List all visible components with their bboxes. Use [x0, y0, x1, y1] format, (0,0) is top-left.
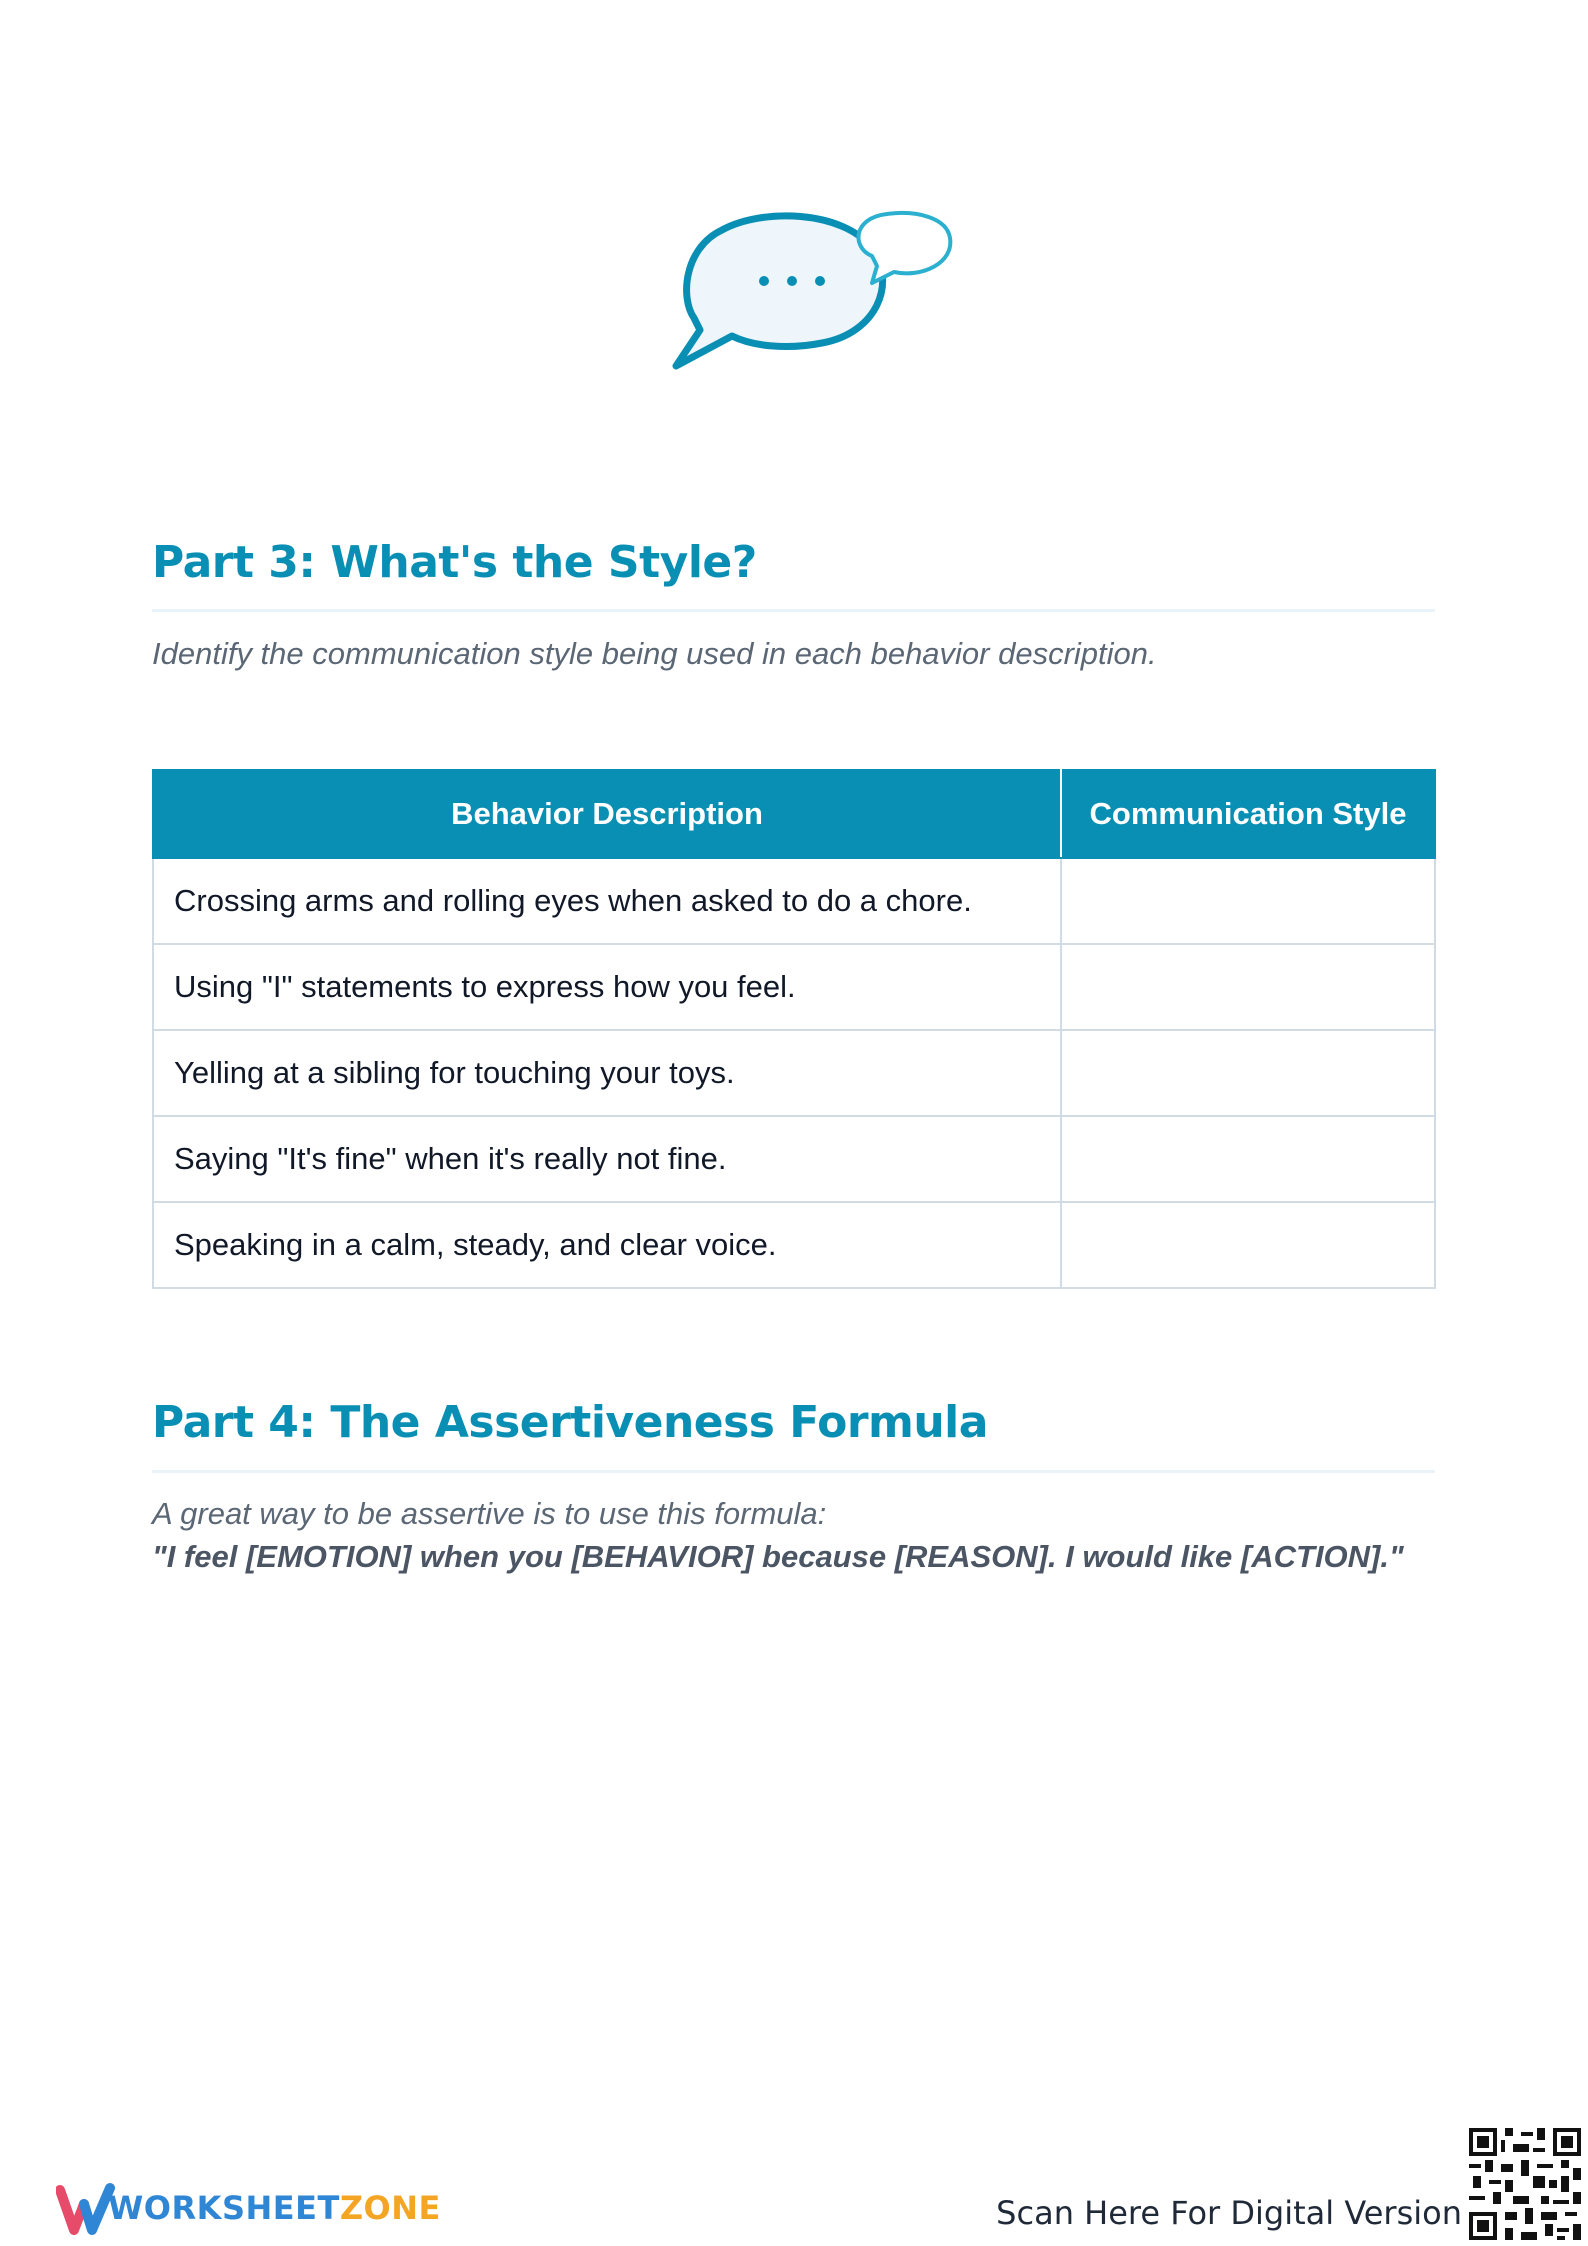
style-answer-cell[interactable] [1061, 858, 1435, 944]
part3-title: Part 3: What's the Style? [152, 537, 757, 588]
part3-instruction: Identify the communication style being used in each behavior description. [152, 636, 1157, 671]
scan-instruction: Scan Here For Digital Version [996, 2194, 1462, 2232]
style-table [152, 769, 1436, 1289]
behavior-cell: Yelling at a sibling for touching your toys. [153, 1030, 1061, 1116]
part4-title: Part 4: The Assertiveness Formula [152, 1397, 988, 1448]
behavior-cell: Crossing arms and rolling eyes when asked to do a chore. [153, 858, 1061, 944]
part4-intro: A great way to be assertive is to use this formula: [152, 1496, 827, 1531]
table-row [153, 1116, 1435, 1202]
part3-divider [152, 609, 1435, 612]
table-header-row [153, 770, 1435, 858]
table-row [153, 944, 1435, 1030]
worksheetzone-logo-icon [56, 2180, 116, 2238]
brand-name-part1: WORKSHEET [108, 2189, 340, 2227]
table-row [153, 1202, 1435, 1288]
style-answer-cell[interactable] [1061, 1030, 1435, 1116]
style-answer-cell[interactable] [1061, 1202, 1435, 1288]
behavior-cell: Saying "It's fine" when it's really not fine. [153, 1116, 1061, 1202]
table-row [153, 1030, 1435, 1116]
style-answer-cell[interactable] [1061, 1116, 1435, 1202]
part4-divider [152, 1470, 1435, 1473]
behavior-cell: Using "I" statements to express how you feel. [153, 944, 1061, 1030]
column-header-behavior: Behavior Description [153, 770, 1061, 858]
table-row [153, 858, 1435, 944]
assertiveness-formula: "I feel [EMOTION] when you [BEHAVIOR] because [REASON]. I would like [ACTION]." [152, 1539, 1404, 1574]
brand-name[interactable] [108, 2189, 441, 2227]
speech-bubbles-icon [672, 208, 962, 378]
brand-name-part2: ZONE [339, 2189, 441, 2227]
column-header-style: Communication Style [1061, 770, 1435, 858]
behavior-cell: Speaking in a calm, steady, and clear voice. [153, 1202, 1061, 1288]
style-answer-cell[interactable] [1061, 944, 1435, 1030]
qr-code-icon[interactable] [1469, 2128, 1581, 2240]
